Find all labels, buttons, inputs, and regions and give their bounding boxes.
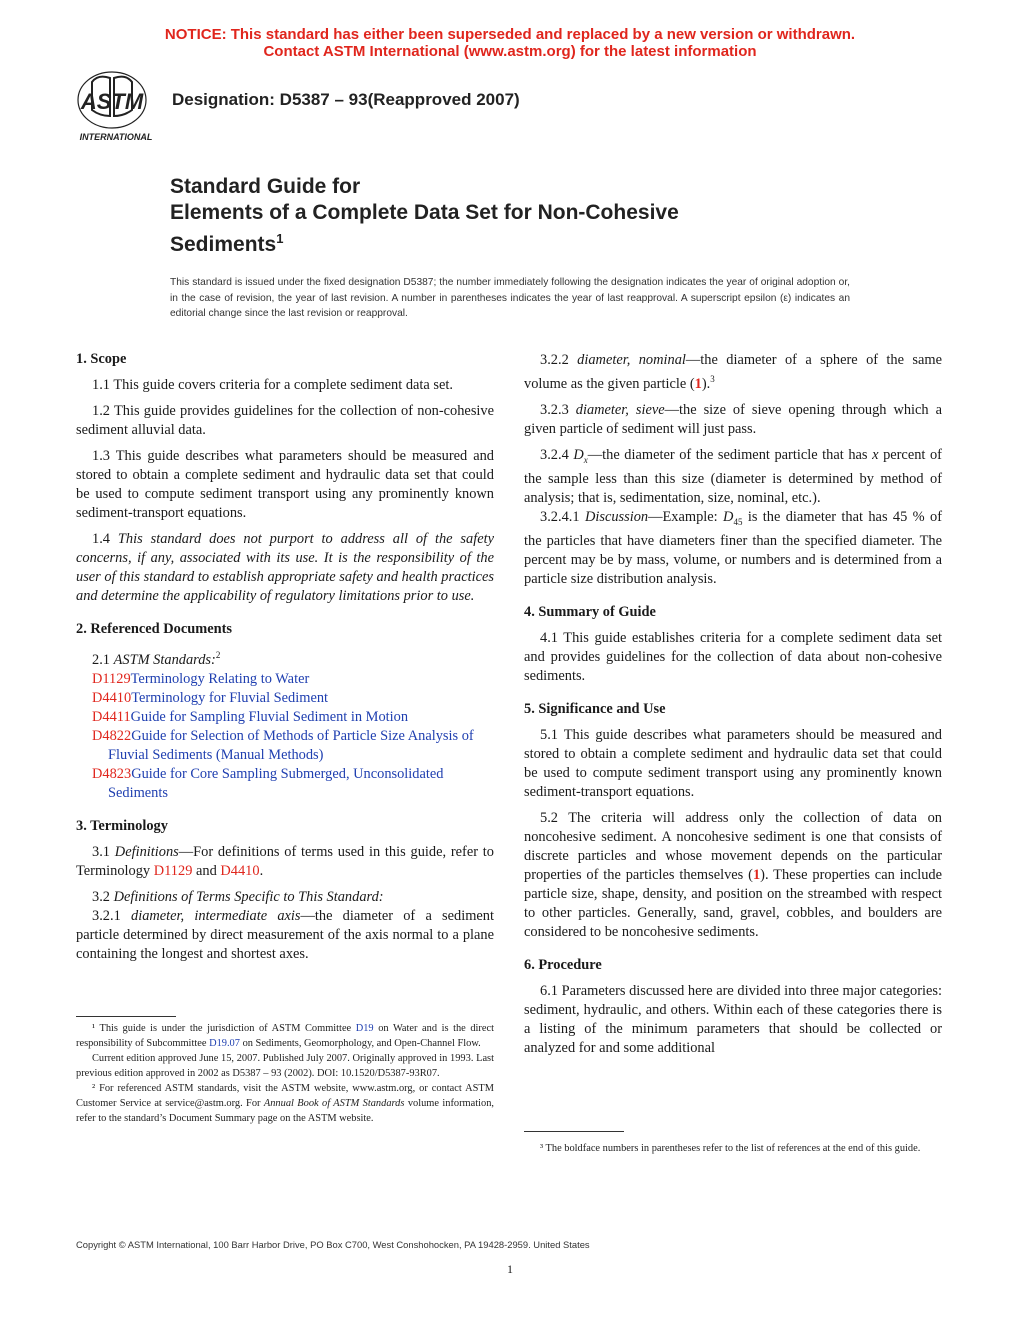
para-3-2-1-text: —the diameter of a sediment particle determined by direct measurement of the axis normal to a plane containing the longest and shortest axes. bbox=[76, 907, 494, 962]
para-1-3: 1.3 This guide describes what parameters should be measured and stored to obtain a complete sediment and hydraulic data set that could be used to compute sediment transport using any prominently known sediment-transport equations. bbox=[76, 448, 494, 521]
para-3-2-4-symbol: D bbox=[573, 446, 584, 463]
para-5-2 bbox=[524, 809, 942, 942]
para-3-2-4-1-subscript: 45 bbox=[733, 516, 743, 527]
reference-item[interactable] bbox=[92, 727, 494, 765]
designation: Designation: D5387 – 93(Reapproved 2007) bbox=[172, 90, 520, 109]
title-footnote-mark: 1 bbox=[276, 231, 284, 246]
para-3-2-number: 3.2 bbox=[92, 888, 110, 905]
para-5-2-text-b: ). These properties can include particle size, shape, density, and position on the streambed with respect to other particles. Generally, sand, gravel, cobbles, and boulders are considered to be noncohesive sediments. bbox=[524, 866, 943, 940]
section-5-heading: 5. Significance and Use bbox=[524, 700, 666, 717]
para-3-2-3 bbox=[524, 401, 942, 439]
reference-code[interactable]: D4822 bbox=[92, 727, 132, 744]
reference-code[interactable]: D4823 bbox=[92, 765, 132, 782]
footnote-2-italic: Annual Book of ASTM Standards bbox=[263, 1098, 405, 1109]
reference-title[interactable]: Guide for Sampling Fluvial Sediment in Motion bbox=[130, 708, 409, 725]
page-number: 1 bbox=[507, 1262, 513, 1276]
para-3-2-4-1-number: 3.2.4.1 bbox=[540, 508, 580, 525]
title-line-3-text: Sediments bbox=[170, 233, 277, 256]
para-3-2-4-1 bbox=[524, 508, 942, 589]
link-d1129[interactable]: D1129 bbox=[153, 862, 193, 879]
para-3-2-1 bbox=[76, 907, 494, 964]
para-2-1-number: 2.1 bbox=[92, 651, 110, 668]
para-1-4-text: This standard does not purport to address all of the safety concerns, if any, associated with its use. It is the responsibility of the user of this standard to establish appropriate safety and health practices and determine the applicability of regulatory limitations prior to use. bbox=[76, 531, 494, 604]
title-line-3 bbox=[170, 226, 810, 258]
left-column bbox=[76, 350, 494, 964]
reference-title[interactable]: Guide for Selection of Methods of Particle Size Analysis of Fluvial Sediments (Manual Methods) bbox=[108, 727, 474, 763]
logo-text: ASTM bbox=[80, 89, 144, 114]
reference-code[interactable]: D1129 bbox=[92, 670, 131, 687]
para-3-1-term: Definitions bbox=[114, 843, 179, 860]
para-2-1-footnote-mark: 2 bbox=[215, 650, 221, 660]
copyright: Copyright © ASTM International, 100 Barr Harbor Drive, PO Box C700, West Conshohocken, PA 19428-2959. United States bbox=[76, 1239, 590, 1250]
para-3-2-4-1-symbol: D bbox=[723, 508, 734, 525]
para-1-1: 1.1 This guide covers criteria for a complete sediment data set. bbox=[92, 377, 453, 393]
para-3-2 bbox=[76, 888, 494, 907]
reference-item[interactable] bbox=[92, 765, 494, 803]
para-3-1-text: —For definitions of terms used in this guide, refer to Terminology bbox=[76, 843, 494, 879]
para-3-2-1-term: diameter, intermediate axis bbox=[131, 907, 301, 924]
para-5-2-text-a: 5.2 The criteria will address only the collection of data on noncohesive sediment. A noncohesive sediment is one that consists of discrete particles and whose movement depends on the particular properties of the particles themselves ( bbox=[524, 809, 942, 883]
para-3-2-4-text-a: —the diameter of the sediment particle that has bbox=[587, 446, 868, 463]
para-3-2-4-x: x bbox=[872, 446, 879, 463]
reference-item[interactable] bbox=[92, 670, 494, 689]
link-ref-1[interactable]: 1 bbox=[752, 866, 761, 883]
reference-list bbox=[76, 670, 494, 803]
para-3-2-2-end: ). bbox=[701, 375, 711, 392]
para-3-2-3-term: diameter, sieve bbox=[575, 401, 665, 418]
reference-title[interactable]: Terminology for Fluvial Sediment bbox=[131, 689, 329, 706]
footnote-rule bbox=[76, 1016, 176, 1017]
para-3-2-2-footnote-mark: 3 bbox=[710, 374, 715, 384]
reference-item[interactable] bbox=[92, 689, 494, 708]
para-3-2-3-text: —the size of sieve opening through which a given particle of sediment will just pass. bbox=[524, 401, 942, 437]
notice-line-2: Contact ASTM International (www.astm.org) for the latest information bbox=[263, 43, 757, 60]
withdrawal-notice bbox=[0, 26, 1020, 60]
section-6-heading: 6. Procedure bbox=[524, 956, 602, 973]
para-3-1: 3.1 Definitions—For definitions of terms used in this guide, refer to Terminology D1129 and D4410. bbox=[76, 843, 494, 879]
para-5-1: 5.1 This guide describes what parameters should be measured and stored to obtain a complete sediment and hydraulic data set that could be used to compute sediment transport using any prominently known sediment-transport equations. bbox=[524, 726, 942, 800]
footnote-3: ³ The boldface numbers in parentheses refer to the list of references at the end of this guide. bbox=[540, 1143, 921, 1154]
link-d4410[interactable]: D4410 bbox=[220, 862, 260, 879]
title-line-1: Standard Guide for bbox=[170, 175, 361, 198]
para-3-1-and: and bbox=[196, 862, 217, 879]
footnote-2-text-a: ² For referenced ASTM standards, visit the ASTM website, www.astm.org, or contact ASTM Customer Service at service@astm.org. For bbox=[76, 1083, 494, 1109]
para-3-2-4-subscript: x bbox=[583, 454, 588, 465]
footnote-1-text-a: ¹ This guide is under the jurisdiction of ASTM Committee bbox=[92, 1023, 352, 1034]
para-3-2-3-number: 3.2.3 bbox=[540, 401, 569, 418]
footnote-2-text-b: volume information, refer to the standard’s Document Summary page on the ASTM website. bbox=[76, 1098, 495, 1124]
para-3-2-4-1-text-b: is the diameter that has 45 % of the particles that have diameters finer than the specified diameter. The percent may be by mass, volume, or numbers and is determined from a particle size distribution analysis. bbox=[524, 508, 942, 587]
issuance-statement: This standard is issued under the fixed designation D5387; the number immediately following the designation indicates the year of original adoption or, in the case of revision, the year of last revision. A number in parentheses indicates the year of last reapproval. A superscript epsilon (ε) indicates an editorial change since the last revision or reapproval. bbox=[170, 277, 850, 319]
title-line-2: Elements of a Complete Data Set for Non-Cohesive bbox=[170, 201, 679, 224]
right-footnotes bbox=[524, 1141, 942, 1156]
section-3-heading: 3. Terminology bbox=[76, 817, 168, 834]
link-d19[interactable]: D19 bbox=[355, 1023, 374, 1034]
notice-line-1: NOTICE: This standard has either been superseded and replaced by a new version or withdrawn. bbox=[164, 26, 856, 43]
section-1-heading: 1. Scope bbox=[76, 351, 127, 367]
link-ref-1[interactable]: 1 bbox=[694, 375, 702, 392]
para-6-1: 6.1 Parameters discussed here are divided into three major categories: sediment, hydraulic, and others. Within each of these categories there is a listing of the minimum parameters that should be collected or analyzed for and some additional bbox=[524, 982, 942, 1056]
footnote-1-text-b: on Water and is the direct responsibility of Subcommittee bbox=[76, 1023, 494, 1049]
para-3-2-4-1-text-a: —Example: bbox=[648, 508, 718, 525]
para-4-1: 4.1 This guide establishes criteria for a complete sediment data set and provides guidelines for the collection of data about non-cohesive sediments. bbox=[524, 629, 942, 684]
footnote-rule-right bbox=[524, 1131, 624, 1132]
para-2-1-text: ASTM Standards: bbox=[113, 651, 216, 668]
link-d19-07[interactable]: D19.07 bbox=[209, 1038, 240, 1049]
footnote-2 bbox=[76, 1081, 494, 1126]
reference-code[interactable]: D4411 bbox=[92, 708, 131, 725]
para-3-2-1-number: 3.2.1 bbox=[92, 907, 121, 924]
reference-item[interactable] bbox=[92, 708, 494, 727]
para-3-2-2-text: —the diameter of a sphere of the same volume as the given particle ( bbox=[524, 352, 942, 392]
footnote-1 bbox=[76, 1021, 494, 1051]
reference-title[interactable]: Terminology Relating to Water bbox=[130, 670, 310, 687]
para-3-2-2-term: diameter, nominal bbox=[577, 352, 686, 368]
para-1-2: 1.2 This guide provides guidelines for the collection of non-cohesive sediment alluvial data. bbox=[76, 403, 494, 438]
logo-subtext: INTERNATIONAL bbox=[79, 132, 153, 142]
footnote-1-text-c: on Sediments, Geomorphology, and Open-Channel Flow. bbox=[242, 1038, 481, 1049]
para-1-4 bbox=[76, 530, 494, 606]
para-3-2-2-number: 3.2.2 bbox=[540, 352, 569, 368]
reference-code[interactable]: D4410 bbox=[92, 689, 132, 706]
para-3-2-text: Definitions of Terms Specific to This Standard: bbox=[113, 888, 384, 905]
right-column bbox=[524, 351, 942, 1058]
para-3-2-2 bbox=[524, 351, 942, 394]
para-3-2-4-text-b: percent of the sample less than this size (diameter is determined by method of analysis; that is, sedimentation, size, nominal, etc.). bbox=[524, 446, 942, 506]
left-footnotes bbox=[76, 1021, 494, 1126]
footnote-1-edition: Current edition approved June 15, 2007. Published July 2007. Originally approved in 1993. Last previous edition approved in 2002 as D5387 – 93 (2002). DOI: 10.1520/D5387-93R07. bbox=[76, 1053, 494, 1079]
para-3-1-number: 3.1 bbox=[92, 843, 110, 860]
para-3-2-4 bbox=[524, 446, 942, 508]
reference-title[interactable]: Guide for Core Sampling Submerged, Unconsolidated Sediments bbox=[108, 765, 444, 801]
para-3-2-4-number: 3.2.4 bbox=[540, 446, 569, 463]
para-2-1 bbox=[76, 646, 494, 670]
section-4-heading: 4. Summary of Guide bbox=[524, 603, 656, 620]
para-3-2-4-1-term: Discussion bbox=[584, 508, 649, 525]
astm-logo bbox=[70, 70, 162, 144]
para-1-4-number: 1.4 bbox=[92, 531, 110, 547]
section-2-heading: 2. Referenced Documents bbox=[76, 621, 232, 637]
document-title bbox=[170, 174, 810, 258]
